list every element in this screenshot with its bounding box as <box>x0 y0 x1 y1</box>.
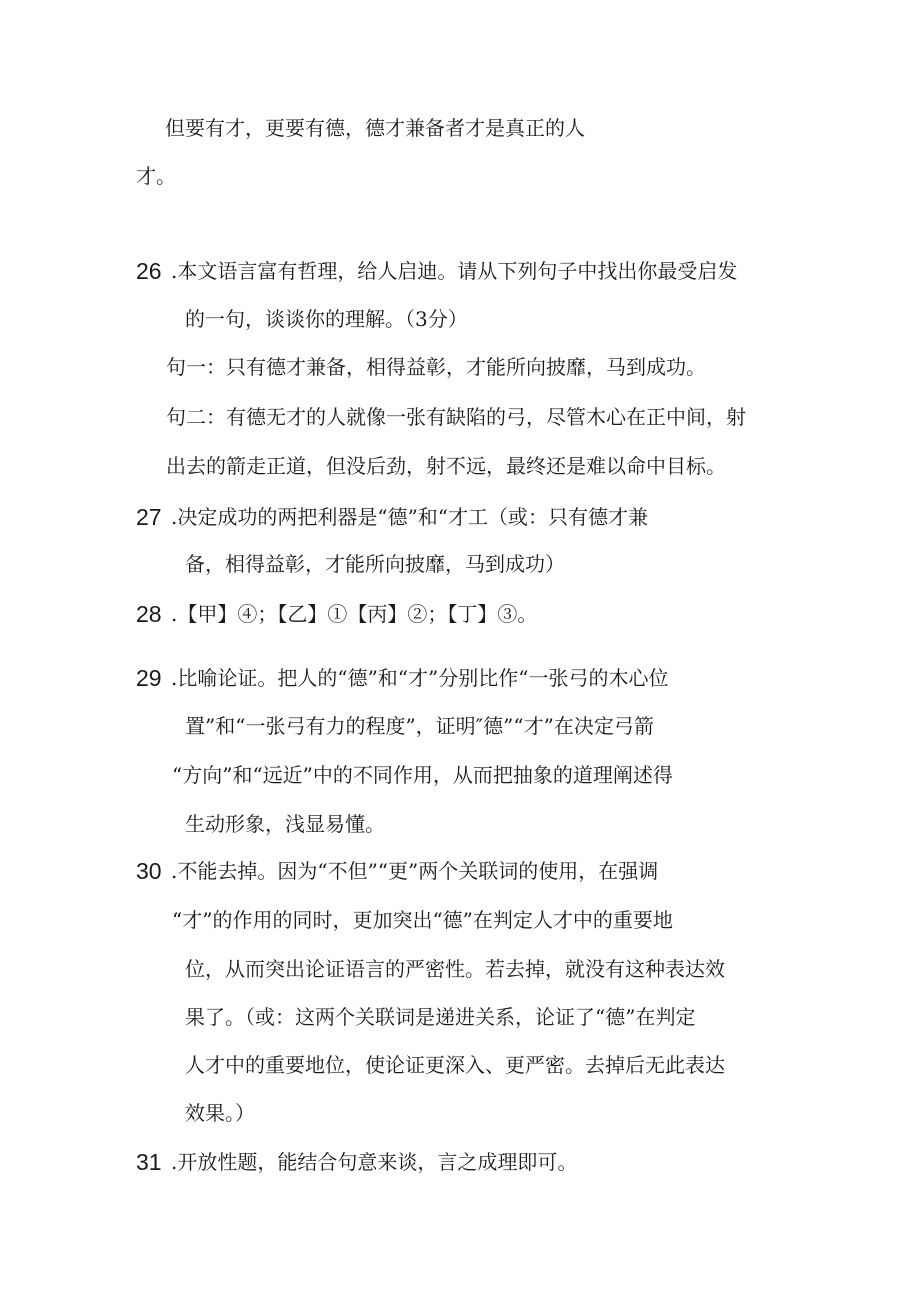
question-28-number: 28 <box>136 601 162 627</box>
intro-line-2: 才。 <box>136 164 176 188</box>
question-30-line-6: 效果。） <box>185 1101 255 1125</box>
question-27-line-2: 备，相得益彰，才能所向披靡，马到成功） <box>185 552 565 576</box>
question-26-sentence-1: 句一：只有德才兼备，相得益彰，才能所向披靡，马到成功。 <box>166 355 706 379</box>
intro-line-1: 但要有才，更要有德，德才兼备者才是真正的人 <box>165 116 585 140</box>
question-29-line-4: 生动形象，浅显易懂。 <box>185 812 385 836</box>
question-26-number: 26 <box>136 258 162 284</box>
question-30-line-2: “才”的作用的同时，更加突出“德”在判定人才中的重要地 <box>172 908 673 932</box>
question-26-sentence-2b: 出去的箭走正道，但没后劲，射不远，最终还是难以命中目标。 <box>166 454 726 478</box>
question-31-line-1: .开放性题，能结合句意来谈，言之成理即可。 <box>171 1150 578 1174</box>
question-30-line-1: .不能去掉。因为“不但”“更”两个关联词的使用，在强调 <box>171 859 659 883</box>
question-31-number: 31 <box>136 1149 162 1175</box>
question-30-number: 30 <box>136 858 162 884</box>
question-30-line-5: 人才中的重要地位，使论证更深入、更严密。去掉后无此表达 <box>185 1053 725 1077</box>
question-26-line-1: .本文语言富有哲理，给人启迪。请从下列句子中找出你最受启发 <box>171 259 738 283</box>
question-27-line-1: .决定成功的两把利器是“德”和“才工（或：只有德才兼 <box>171 505 649 529</box>
question-30-line-3: 位，从而突出论证语言的严密性。若去掉，就没有这种表达效 <box>185 957 725 981</box>
question-30-line-4: 果了。（或：这两个关联词是递进关系，论证了“德”在判定 <box>185 1005 696 1029</box>
question-29-line-3: “方向”和“远近”中的不同作用，从而把抽象的道理阐述得 <box>172 763 673 787</box>
question-29-line-1: .比喻论证。把人的“德”和“才”分别比作“一张弓的木心位 <box>171 666 669 690</box>
question-28-line-1: .【甲】④；【乙】①【丙】②；【丁】③。 <box>171 602 538 626</box>
question-29-number: 29 <box>136 665 162 691</box>
question-26-line-2: 的一句，谈谈你的理解。（3分） <box>185 307 468 331</box>
question-27-number: 27 <box>136 504 162 530</box>
question-29-line-2: 置”和“一张弓有力的程度”，证明″德”“才”在决定弓箭 <box>185 714 654 738</box>
question-26-sentence-2a: 句二：有德无才的人就像一张有缺陷的弓，尽管木心在正中间，射 <box>166 405 746 429</box>
